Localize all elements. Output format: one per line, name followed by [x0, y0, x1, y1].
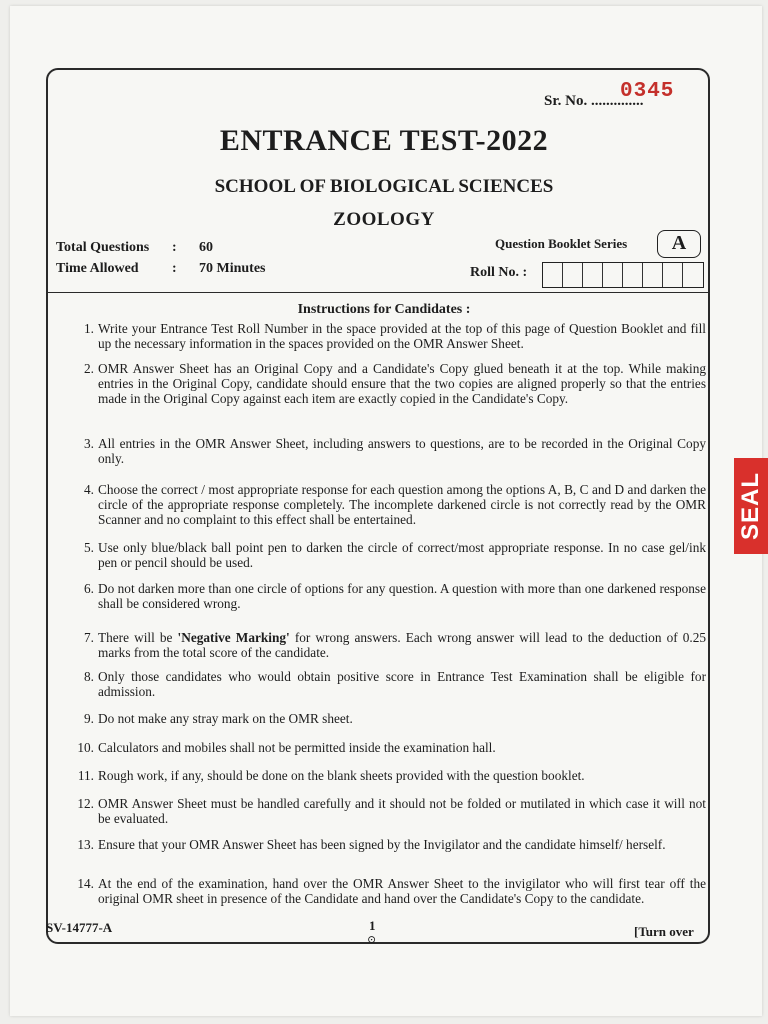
instruction-item — [66, 482, 706, 527]
instruction-text: Only those candidates who would obtain positive score in Entrance Test Examination shall be eligible for admission. — [98, 669, 706, 699]
instruction-number: 1. — [84, 321, 94, 336]
total-questions-colon: : — [172, 240, 177, 255]
serial-number-label-text: Sr. No. — [544, 93, 588, 109]
instruction-item — [66, 669, 706, 699]
instruction-text — [98, 630, 706, 660]
instruction-number: 14. — [77, 876, 94, 891]
turn-over-note: [Turn over — [634, 924, 694, 939]
roll-digit-box[interactable] — [543, 263, 563, 287]
serial-number-value: 0345 — [620, 80, 675, 103]
instruction-item — [66, 796, 706, 826]
instruction-text: Do not darken more than one circle of options for any question. A question with more than one darkened response shall be considered wrong. — [98, 581, 706, 611]
instruction-item — [66, 361, 706, 406]
instruction-text: OMR Answer Sheet must be handled carefully and it should not be folded or mutilated in which case it will not be evaluated. — [98, 796, 706, 826]
negative-marking-emphasis: 'Negative Marking' — [177, 630, 290, 645]
roll-number-boxes[interactable] — [542, 262, 704, 288]
instruction-item — [66, 436, 706, 466]
instruction-number: 5. — [84, 540, 94, 555]
instruction-text: Do not make any stray mark on the OMR sheet. — [98, 711, 353, 726]
roll-digit-box[interactable] — [603, 263, 623, 287]
instruction-number: 9. — [84, 711, 94, 726]
instruction-number: 10. — [77, 740, 94, 755]
school-name: SCHOOL OF BIOLOGICAL SCIENCES — [214, 176, 554, 197]
time-allowed-colon: : — [172, 261, 177, 276]
instruction-item — [66, 581, 706, 611]
instruction-text-post: for wrong answers. Each wrong answer will lead to the deduction of 0.25 marks from the total score of the candidate. — [98, 630, 707, 660]
instruction-number: 4. — [84, 482, 94, 497]
instruction-text: All entries in the OMR Answer Sheet, including answers to questions, are to be recorded in the Original Copy only. — [98, 436, 706, 466]
instruction-number: 3. — [84, 436, 94, 451]
total-questions-row — [56, 240, 213, 256]
instruction-text: Use only blue/black ball point pen to darken the circle of correct/most appropriate response. In no case gel/ink pen or pencil should be used. — [98, 540, 706, 570]
instruction-text: At the end of the examination, hand over the OMR Answer Sheet to the invigilator who will first tear off the original OMR sheet in presence of the Candidate and hand over the Candidate's Copy to the candidate. — [98, 876, 706, 906]
header-divider — [48, 292, 708, 293]
instruction-number: 8. — [84, 669, 94, 684]
instruction-item — [66, 321, 706, 351]
roll-digit-box[interactable] — [683, 263, 703, 287]
roll-digit-box[interactable] — [623, 263, 643, 287]
instruction-item — [66, 540, 706, 570]
booklet-series-value: A — [657, 230, 701, 258]
total-questions-label: Total Questions — [56, 240, 150, 255]
seal-text: SEAL — [737, 471, 764, 541]
roll-digit-box[interactable] — [563, 263, 583, 287]
instruction-item — [66, 630, 706, 660]
instruction-number: 2. — [84, 361, 94, 376]
booklet-series-label: Question Booklet Series — [495, 236, 628, 251]
instruction-text: OMR Answer Sheet has an Original Copy and a Candidate's Copy glued beneath it at the top. While making entries in the Original Copy, candidate should ensure that the two copies are aligned properly so that the entries made in the Original Copy against each item are exactly copied in the Candidate's Copy. — [98, 361, 706, 406]
page-mark-icon: ⊙ — [367, 934, 377, 946]
instruction-number: 7. — [84, 630, 94, 645]
instruction-item — [66, 876, 706, 906]
instruction-number: 12. — [77, 796, 94, 811]
instruction-text: Choose the correct / most appropriate response for each question among the options A, B, C and D and darken the circle of the appropriate response completely. The incomplete darkened circle is not correctly read by the OMR Scanner and no complaint to this effect shall be entertained. — [98, 482, 706, 527]
page-title: ENTRANCE TEST-2022 — [219, 124, 549, 157]
time-allowed-value: 70 Minutes — [199, 261, 266, 276]
instruction-item — [66, 837, 706, 852]
roll-digit-box[interactable] — [643, 263, 663, 287]
total-questions-value: 60 — [199, 240, 213, 255]
seal-sticker — [734, 458, 768, 554]
instruction-item — [66, 768, 706, 783]
instruction-number: 11. — [77, 768, 94, 783]
time-allowed-label: Time Allowed — [56, 261, 139, 276]
roll-number-label: Roll No. : — [470, 265, 528, 280]
subject-name: ZOOLOGY — [333, 209, 435, 230]
page-number: 1 — [369, 918, 376, 933]
instruction-number: 13. — [77, 837, 94, 852]
roll-digit-box[interactable] — [583, 263, 603, 287]
roll-digit-box[interactable] — [663, 263, 683, 287]
instruction-text: Write your Entrance Test Roll Number in the space provided at the top of this page of Question Booklet and fill up the necessary information in the spaces provided on the OMR Answer Sheet. — [98, 321, 706, 351]
instruction-text: Ensure that your OMR Answer Sheet has been signed by the Invigilator and the candidate himself/ herself. — [98, 837, 666, 852]
booklet-code: SV-14777-A — [46, 920, 113, 935]
instruction-item — [66, 740, 706, 755]
instructions-heading: Instructions for Candidates : — [297, 302, 471, 317]
time-allowed-row — [56, 261, 266, 277]
instruction-item — [66, 711, 706, 726]
instruction-text-pre: There will be — [98, 630, 178, 645]
serial-number-dots: .............. — [590, 93, 644, 109]
instruction-text: Rough work, if any, should be done on the blank sheets provided with the question booklet. — [98, 768, 585, 783]
instruction-number: 6. — [84, 581, 94, 596]
instruction-text: Calculators and mobiles shall not be permitted inside the examination hall. — [98, 740, 496, 755]
